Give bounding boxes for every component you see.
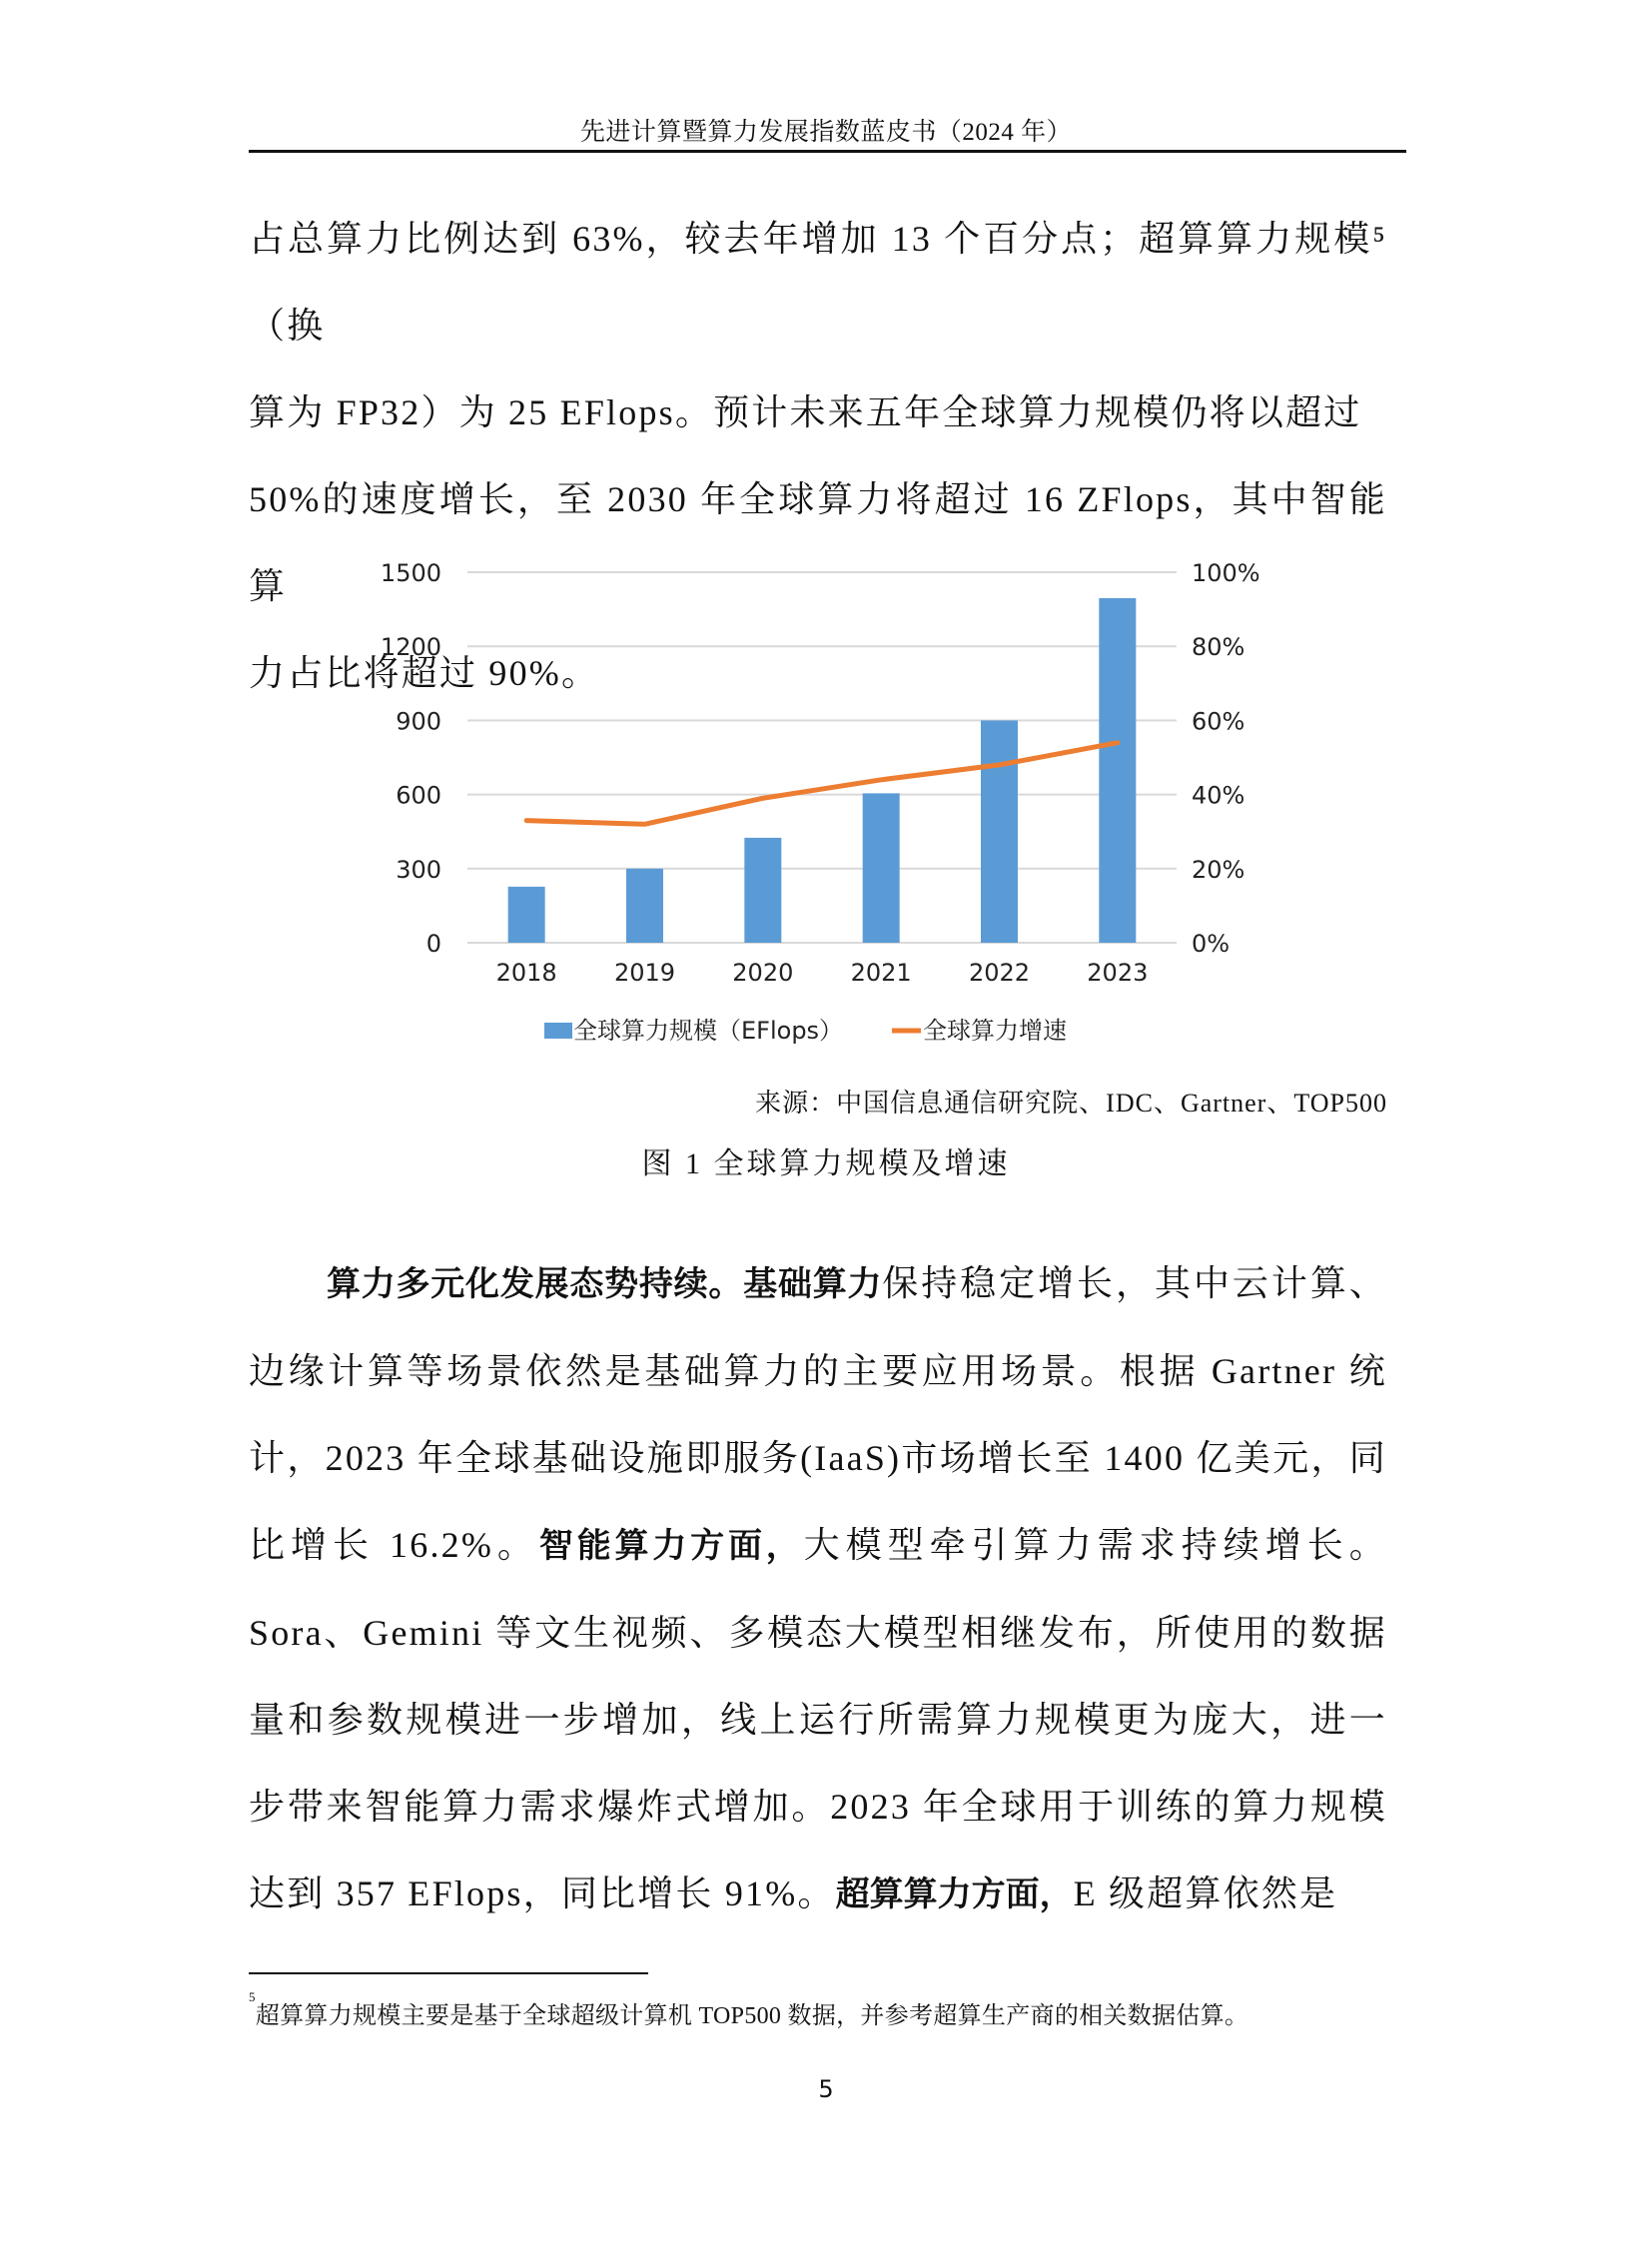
x-tick-label: 2018 [495, 959, 557, 987]
legend-line-label: 全球算力增速 [923, 1017, 1067, 1045]
growth-line [526, 743, 1118, 825]
intro-line: 力占比将超过 90%。 [249, 653, 600, 693]
page-number: 5 [818, 2075, 834, 2103]
body-paragraph [249, 1240, 1387, 1938]
y-right-tick-label: 60% [1192, 707, 1245, 736]
y-left-tick-label: 1200 [380, 633, 441, 662]
y-left-tick-label: 0 [425, 930, 441, 958]
x-tick-label: 2023 [1087, 959, 1149, 987]
bold-term: 超算算力方面， [835, 1874, 1074, 1914]
footnote [249, 1989, 1249, 2030]
y-right-tick-label: 80% [1192, 633, 1245, 662]
x-tick-label: 2021 [850, 959, 912, 987]
y-left-tick-label: 900 [396, 707, 441, 736]
intro-line: 算为 FP32）为 25 EFlops。预计未来五年全球算力规模仍将以超过 [249, 392, 1362, 432]
footnote-rule [249, 1972, 648, 1974]
y-right-tick-label: 100% [1192, 559, 1260, 587]
footnote-mark: 5 [249, 1989, 256, 2004]
y-right-tick-label: 40% [1192, 781, 1245, 810]
figure-caption: 图 1 全球算力规模及增速 [641, 1147, 1011, 1180]
x-tick-label: 2019 [613, 959, 676, 987]
page-header-title: 先进计算暨算力发展指数蓝皮书（2024 年） [579, 119, 1073, 146]
header-rule [249, 150, 1406, 153]
y-right-tick-label: 20% [1192, 855, 1245, 884]
y-right-tick-label: 0% [1192, 930, 1231, 958]
x-tick-label: 2020 [732, 959, 794, 987]
footnote-text: 超算算力规模主要是基于全球超级计算机 TOP500 数据，并参考超算生产商的相关数据估算。 [255, 2003, 1249, 2029]
y-left-tick-label: 1500 [380, 559, 441, 587]
figure-source: 来源：中国信息通信研究院、IDC、Gartner、TOP500 [755, 1089, 1387, 1118]
combo-chart-svg [360, 549, 1278, 1049]
bar [1099, 598, 1136, 943]
bold-term: 基础算力 [743, 1264, 883, 1304]
body-text: 大模型牵引算力需求持续增长。Sora、Gemini 等文生视频、多模态大模型相继发布，所使用的数据量和参数规模进一步增加，线上运行所需算力规模更为庞大，进一步带来智能算力需求爆炸式增加。2023 年全球用于训练的算力规模达到 357 EFlops，同比增长 91%。 [249, 1525, 1388, 1913]
bar [744, 838, 781, 943]
intro-line: 50%的速度增长，至 2030 年全球算力将超过 16 ZFlops，其中智能算 [249, 479, 1387, 606]
bold-lead: 算力多元化发展态势持续。 [327, 1264, 744, 1304]
bar [626, 869, 663, 943]
bar [508, 887, 545, 943]
body-text: E 级超算依然是 [1073, 1873, 1338, 1913]
y-left-tick-label: 600 [396, 781, 441, 810]
bar [981, 720, 1018, 943]
bold-term: 智能算力方面， [538, 1526, 804, 1566]
y-left-tick-label: 300 [396, 855, 441, 884]
chart [360, 549, 1278, 1049]
body-text: 保持稳定增长，其中云计算、边缘计算等场景依然是基础算力的主要应用场景。根据 Gartner 统计，2023 年全球基础设施即服务(IaaS)市场增长至 1400 亿美元，同比增长 16.2%。 [249, 1263, 1388, 1565]
bar [863, 793, 900, 943]
legend-bar-swatch [544, 1023, 572, 1039]
legend-bar-label: 全球算力规模（EFlops） [573, 1017, 844, 1045]
x-tick-label: 2022 [968, 959, 1031, 987]
intro-line: 占总算力比例达到 63%，较去年增加 13 个百分点；超算算力规模⁵（换 [249, 219, 1387, 346]
